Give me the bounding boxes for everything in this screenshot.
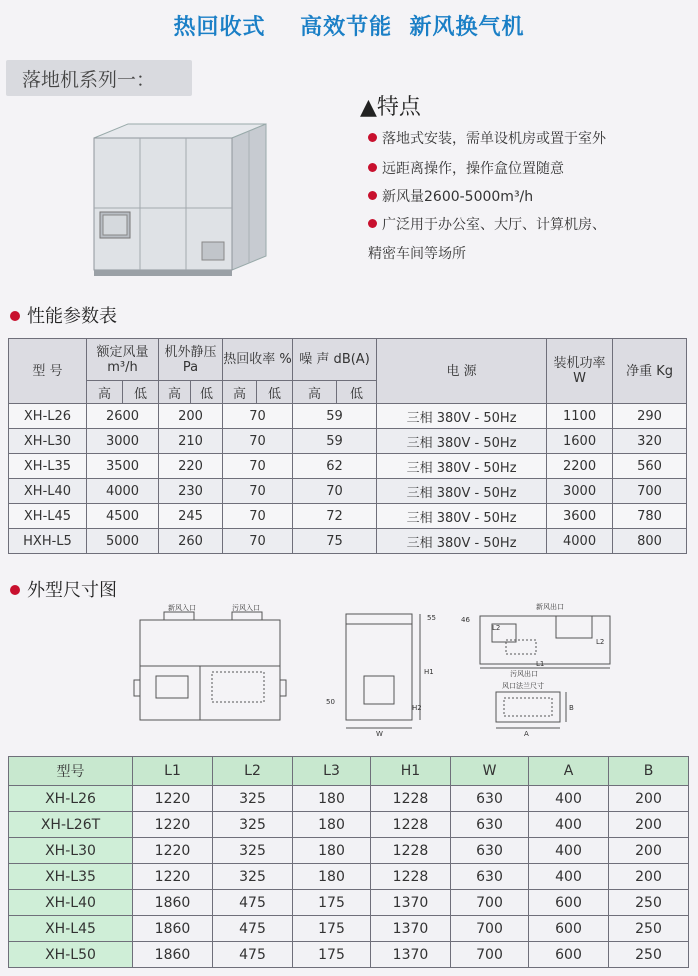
- table-row: XH-L35 1220 325 180 1228 630 400 200: [9, 864, 689, 890]
- bullet-icon: [10, 311, 20, 321]
- label-a: A: [524, 730, 529, 738]
- feature-item: 落地式安装，需单设机房或置于室外: [368, 128, 606, 148]
- sub-low: 低: [123, 381, 159, 404]
- feature-item: 精密车间等场所: [368, 246, 466, 262]
- table-row: XH-L26T 1220 325 180 1228 630 400 200: [9, 812, 689, 838]
- bullet-icon: [10, 585, 20, 595]
- header-airflow: 额定风量 m³/h: [87, 339, 159, 381]
- machine-illustration: [84, 120, 272, 282]
- flange-drawing: [496, 692, 566, 728]
- label-d55: 55: [427, 614, 436, 622]
- sub-low: 低: [191, 381, 223, 404]
- page-title: 热回收式 高效节能 新风换气机: [173, 15, 525, 40]
- label-h1: H1: [424, 668, 434, 676]
- table-row: XH-L50 1860 475 175 1370 700 600 250: [9, 942, 689, 968]
- label-dirty-in: 污风入口: [232, 604, 260, 612]
- label-d46: 46: [461, 616, 470, 624]
- series-label-box: [6, 60, 192, 96]
- bullet-icon: [368, 133, 377, 142]
- header-b: B: [609, 757, 689, 786]
- header-l1: L1: [133, 757, 213, 786]
- label-d50: 50: [326, 698, 335, 706]
- header-w: W: [451, 757, 529, 786]
- features-title: ▲特点: [360, 95, 421, 120]
- table-row: XH-L26 2600 200 70 59 三相 380V - 50Hz 1100 290: [9, 404, 687, 429]
- side-view-drawing: [346, 614, 420, 728]
- header-noise: 噪 声 dB(A): [293, 339, 377, 381]
- sub-low: 低: [337, 381, 377, 404]
- sub-high: 高: [223, 381, 257, 404]
- label-l1: L1: [536, 660, 545, 668]
- bullet-icon: [368, 191, 377, 200]
- dimension-table: [8, 756, 689, 968]
- feature-item: 广泛用于办公室、大厅、计算机房、: [368, 214, 606, 234]
- table-row: XH-L45 4500 245 70 72 三相 380V - 50Hz 3600 780: [9, 504, 687, 529]
- header-l3: L3: [293, 757, 371, 786]
- label-w: W: [376, 730, 383, 738]
- label-flange: 风口法兰尺寸: [502, 682, 544, 690]
- series-label: 落地机系列一：: [22, 69, 156, 91]
- feature-item: 新风量2600-5000m³/h: [368, 186, 533, 206]
- table-row: XH-L40 4000 230 70 70 三相 380V - 50Hz 3000 700: [9, 479, 687, 504]
- label-h2: H2: [412, 704, 422, 712]
- label-dirty-out: 污风出口: [510, 670, 538, 678]
- feature-item: 远距离操作，操作盒位置随意: [368, 158, 564, 178]
- header-power: 装机功率 W: [547, 339, 613, 404]
- dimension-section-title: 外型尺寸图: [10, 576, 117, 602]
- table-row: XH-L30 3000 210 70 59 三相 380V - 50Hz 1600 320: [9, 429, 687, 454]
- table-row: XH-L35 3500 220 70 62 三相 380V - 50Hz 2200 560: [9, 454, 687, 479]
- label-fresh-in: 新风入口: [168, 604, 196, 612]
- header-weight: 净重 Kg: [613, 339, 687, 404]
- header-model: 型号: [9, 757, 133, 786]
- label-l2: L2: [492, 624, 501, 632]
- table-row: HXH-L5 5000 260 70 75 三相 380V - 50Hz 4000 800: [9, 529, 687, 554]
- sub-high: 高: [87, 381, 123, 404]
- table-row: XH-L40 1860 475 175 1370 700 600 250: [9, 890, 689, 916]
- header-model: 型 号: [9, 339, 87, 404]
- sub-high: 高: [159, 381, 191, 404]
- header-recovery: 热回收率 %: [223, 339, 293, 381]
- header-h1: H1: [371, 757, 451, 786]
- header-l2: L2: [213, 757, 293, 786]
- header-power-supply: 电 源: [377, 339, 547, 404]
- performance-table: [8, 338, 687, 554]
- perf-section-title: 性能参数表: [10, 302, 117, 328]
- table-row: XH-L30 1220 325 180 1228 630 400 200: [9, 838, 689, 864]
- dimension-drawings: [0, 600, 698, 740]
- bullet-icon: [368, 163, 377, 172]
- front-view-drawing: [134, 612, 286, 720]
- bullet-icon: [368, 219, 377, 228]
- label-l2b: L2: [596, 638, 605, 646]
- label-b: B: [569, 704, 574, 712]
- header-a: A: [529, 757, 609, 786]
- sub-low: 低: [257, 381, 293, 404]
- header-pressure: 机外静压 Pa: [159, 339, 223, 381]
- label-fresh-out: 新风出口: [536, 603, 564, 611]
- table-row: XH-L26 1220 325 180 1228 630 400 200: [9, 786, 689, 812]
- sub-high: 高: [293, 381, 337, 404]
- table-row: XH-L45 1860 475 175 1370 700 600 250: [9, 916, 689, 942]
